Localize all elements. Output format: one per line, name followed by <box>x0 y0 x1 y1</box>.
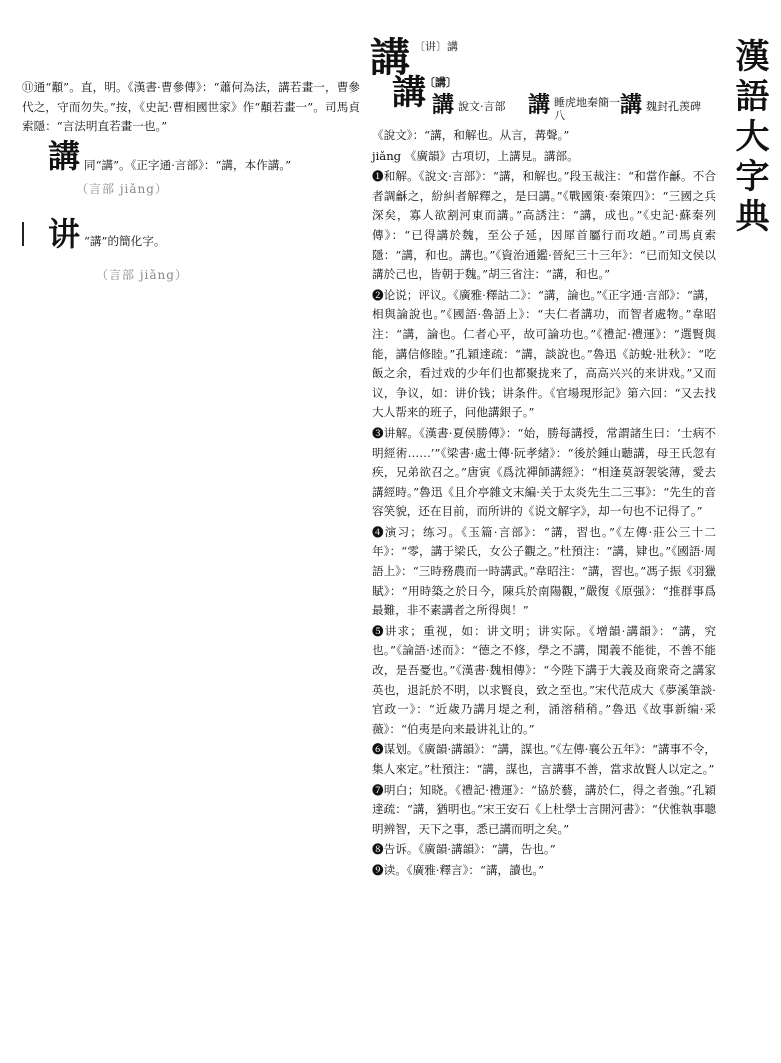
variant-glyph-3: 講 <box>620 92 643 118</box>
left-headword-2-text: 同“講”。《正字通·言部》：“講，本作講。” <box>84 158 292 172</box>
variant-glyph-2: 講 <box>528 92 551 118</box>
main-paragraph: ❽告诉。《廣韻·講韻》：“講，告也。” <box>372 842 556 857</box>
main-paragraph: ❼明白；知晓。《禮記·禮運》：“協於藝，講於仁，得之者強。”孔穎達疏：“講，猶明也。”宋王安石《上杜學士言開河書》：“伏惟執事聰明辨智，天下之事，悉已講而明之矣。” <box>372 782 716 836</box>
header-note: 〔讲〕講 <box>414 40 458 53</box>
variant-source-1: 說文·言部 <box>458 100 506 113</box>
variant-source-2: 睡虎地秦簡一八 <box>554 96 620 123</box>
main-paragraph: jiǎng 《廣韻》古項切，上講見。講部。 <box>372 148 579 163</box>
main-paragraph: ❸讲解。《漢書·夏侯勝傳》：“始，勝每講授，常謂諸生曰：‘士病不明經術……’”《梁書·處士傳·阮孝緒》：“後於鍾山聽講，母王氏忽有疾，兄弟欲召之。”唐寅《爲沈禪師講經》：“相逢莫訝袈裟薄，愛去講經時。”魯迅《且介亭雜文末編·关于太炎先生二三事》：“先生的音容笑貌，还在目前，而所讲的《说文解字》，却一句也不记得了。” <box>372 425 716 519</box>
left-headword-3-reading: （言部 jiǎng） <box>96 268 188 282</box>
left-headword-2-reading: （言部 jiǎng） <box>76 182 168 196</box>
main-paragraph: ❺讲求；重视，如：讲文明；讲实际。《增韻·講韻》：“講，究也。”《論語·述而》：“德之不修，學之不講，聞義不能徙，不善不能改，是吾憂也。”《漢書·魏相傳》：“今陛下講于大義及商衆奇之講家英也，退託於不明，以求賢良，致之至也。”宋代范成大《夢溪筆談·官政一》：“近歲乃講月堤之利，涌溶稍稍。”魯迅《故事新编·采薇》：“伯夷是向来最讲礼让的。” <box>372 623 716 736</box>
variant-glyph-1: 講 <box>432 92 455 118</box>
variant-source-3: 魏封孔羡碑 <box>646 100 701 113</box>
main-paragraph: ❶和解。《說文·言部》：“講，和解也。”段玉裁注：“和當作龢。不合者調龢之，紛糾者解釋之，是曰講。”《戰國策·秦策四》：“三國之兵深矣，寡人欲割河東而講。”高誘注：“講，成也。”《史記·蘇秦列傳》：“已得講於魏，至公子延，因犀首屬行而攻趙。”司馬貞索隱：“講，和也。講也。”《資治通鑑·晉紀三十三年》：“已而知文侯以講於己也，皆朝于魏。”胡三省注：“講，和也。” <box>372 169 716 282</box>
main-paragraph: ❹演习；练习。《玉篇·言部》：“講，習也。”《左傳·莊公三十二年》：“零，講于梁氏，女公子觀之。”杜預注：“講，肄也。”《國語·周語上》：“三時務農而一時講武。”韋昭注：“講，習也。”馮子振《羽獵賦》：“用時築之於日今，陳兵於南陽觀，”嚴復《原强》：“推群事爲最難，非不素講者之所得與！” <box>372 524 716 618</box>
left-headword-3-text: “講”的簡化字。 <box>84 234 166 248</box>
main-paragraph: 《說文》：“講，和解也。从言，冓聲。” <box>372 128 570 142</box>
left-headword-2: 講 <box>48 137 81 175</box>
left-headword-3: 讲 <box>48 215 81 253</box>
variant-headword: 講 <box>392 73 426 113</box>
variant-label: 〔講〕 <box>424 76 457 89</box>
main-paragraph: ❷论说；评议。《廣雅·釋詁二》：“講，論也。”《正字通·言部》：“講，相與論說也。”《國語·魯語上》：“夫仁者講功，而智者處物。”韋昭注：“講，論也。仁者心平，故可論功也。”《禮記·禮運》：“選賢與能，講信修睦。”孔穎達疏：“講，談說也。”魯迅《訪蛻·壯秋》：“吃飯之余，看过戏的少年们也都聚拢来了，高高兴兴的来讲戏。”又而议，争议，如：讲价钱；讲条件。《官場現形記》第六回：“又去找大人帮来的班子，问他講銀子。” <box>372 287 716 420</box>
main-paragraph: ❾读。《廣雅·釋言》：“講，讀也。” <box>372 862 545 877</box>
main-paragraph: ❻谋划。《廣韻·講韻》：“講，謀也。”《左傳·襄公五年》：“講事不令，集人來定。”杜預注：“講，謀也，言講事不善，當求故賢人以定之。” <box>372 742 716 776</box>
variant-forms-row <box>424 92 718 123</box>
page-title: 漢語大字典 <box>729 38 769 238</box>
main-entry <box>372 126 716 882</box>
header-headword: 講 <box>370 34 410 81</box>
section-rule <box>22 222 24 246</box>
left-entry-text: ⑪通“顜”。直，明。《漢書·曹參傳》：“蕭何為法，講若畫一，曹參代之，守而勿失。”按，《史記·曹相國世家》作“顜若畫一”。司馬貞索隱：“言法明直若畫一也。” <box>22 80 360 134</box>
